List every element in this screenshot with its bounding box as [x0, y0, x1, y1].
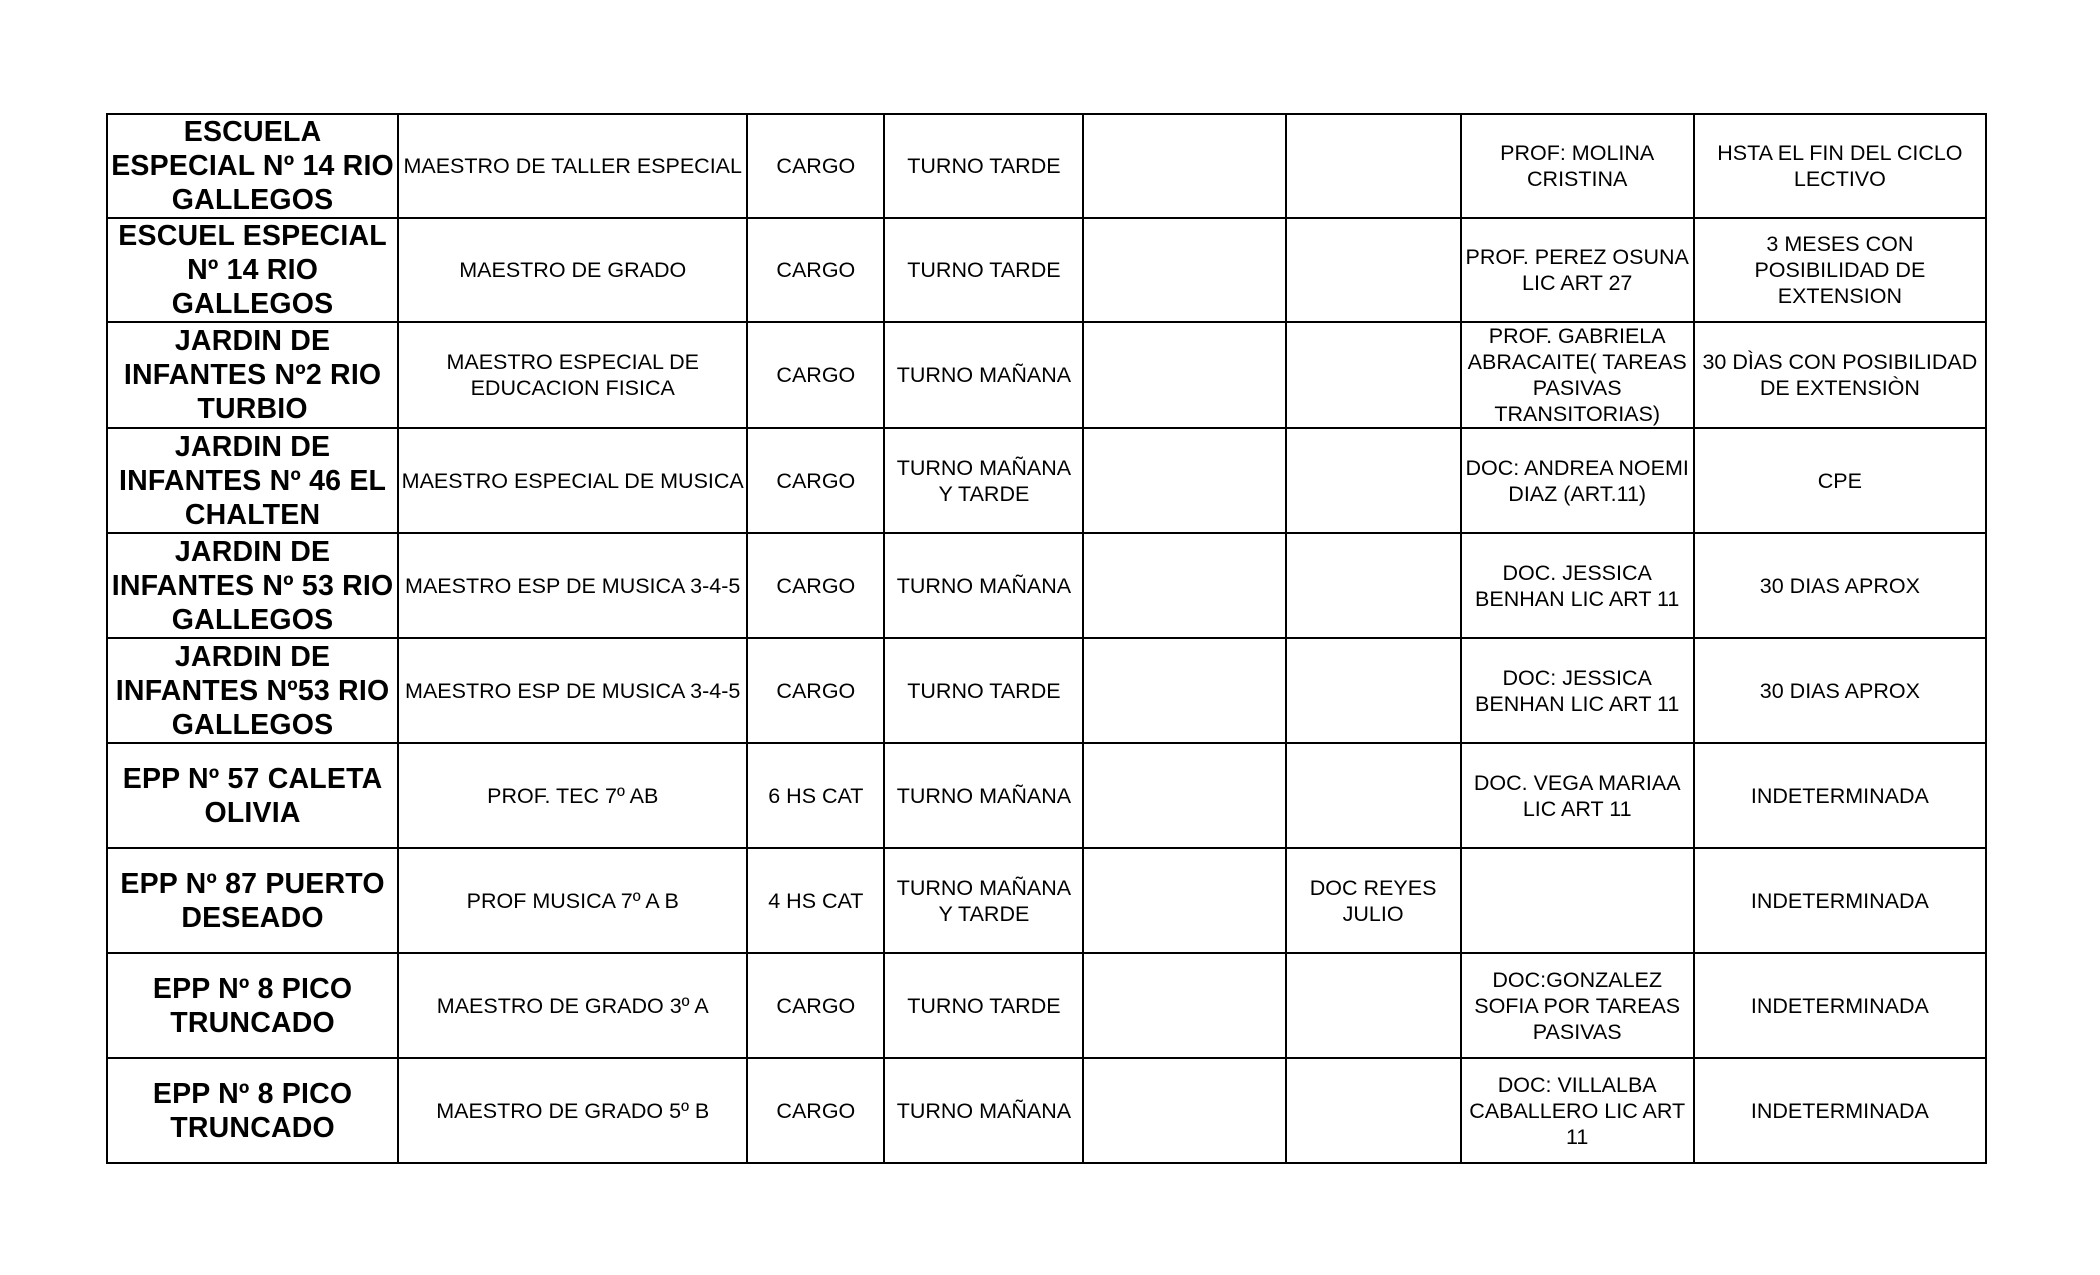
duration-cell: CPE — [1694, 428, 1986, 533]
empty-cell — [1083, 322, 1285, 428]
holder-cell: DOC REYES JULIO — [1286, 848, 1461, 953]
duration-cell: 30 DIAS APROX — [1694, 533, 1986, 638]
table-row — [107, 953, 1986, 1058]
type-cell: CARGO — [747, 638, 884, 743]
position-cell: PROF. TEC 7º AB — [398, 743, 747, 848]
table-row — [107, 114, 1986, 218]
duration-cell: INDETERMINADA — [1694, 953, 1986, 1058]
duration-cell: 30 DIAS APROX — [1694, 638, 1986, 743]
replaces-cell: DOC:GONZALEZ SOFIA POR TAREAS PASIVAS — [1461, 953, 1694, 1058]
type-cell: CARGO — [747, 218, 884, 322]
shift-cell: TURNO MAÑANA — [884, 743, 1083, 848]
replaces-cell — [1461, 848, 1694, 953]
table-row — [107, 1058, 1986, 1163]
position-cell: MAESTRO ESPECIAL DE EDUCACION FISICA — [398, 322, 747, 428]
table-row — [107, 638, 1986, 743]
empty-cell — [1083, 743, 1285, 848]
empty-cell — [1083, 218, 1285, 322]
duration-cell: 30 DÌAS CON POSIBILIDAD DE EXTENSIÒN — [1694, 322, 1986, 428]
replaces-cell: DOC: VILLALBA CABALLERO LIC ART 11 — [1461, 1058, 1694, 1163]
replaces-cell: DOC: JESSICA BENHAN LIC ART 11 — [1461, 638, 1694, 743]
position-cell: MAESTRO DE TALLER ESPECIAL — [398, 114, 747, 218]
school-cell: EPP Nº 57 CALETA OLIVIA — [107, 743, 398, 848]
holder-cell — [1286, 533, 1461, 638]
school-cell: EPP Nº 8 PICO TRUNCADO — [107, 953, 398, 1058]
type-cell: CARGO — [747, 953, 884, 1058]
table-row — [107, 218, 1986, 322]
shift-cell: TURNO MAÑANA — [884, 1058, 1083, 1163]
replaces-cell: PROF. GABRIELA ABRACAITE( TAREAS PASIVAS TRANSITORIAS) — [1461, 322, 1694, 428]
table-row — [107, 533, 1986, 638]
position-cell: MAESTRO DE GRADO 5º B — [398, 1058, 747, 1163]
table-row — [107, 428, 1986, 533]
replaces-cell: PROF: MOLINA CRISTINA — [1461, 114, 1694, 218]
type-cell: CARGO — [747, 1058, 884, 1163]
duration-cell: INDETERMINADA — [1694, 743, 1986, 848]
replaces-cell: DOC. JESSICA BENHAN LIC ART 11 — [1461, 533, 1694, 638]
shift-cell: TURNO MAÑANA Y TARDE — [884, 428, 1083, 533]
empty-cell — [1083, 848, 1285, 953]
holder-cell — [1286, 114, 1461, 218]
shift-cell: TURNO MAÑANA — [884, 533, 1083, 638]
holder-cell — [1286, 218, 1461, 322]
school-cell: JARDIN DE INFANTES Nº 53 RIO GALLEGOS — [107, 533, 398, 638]
shift-cell: TURNO MAÑANA Y TARDE — [884, 848, 1083, 953]
empty-cell — [1083, 1058, 1285, 1163]
school-cell: JARDIN DE INFANTES Nº53 RIO GALLEGOS — [107, 638, 398, 743]
school-cell: JARDIN DE INFANTES Nº 46 EL CHALTEN — [107, 428, 398, 533]
position-cell: MAESTRO ESP DE MUSICA 3-4-5 — [398, 533, 747, 638]
empty-cell — [1083, 953, 1285, 1058]
position-cell: MAESTRO DE GRADO 3º A — [398, 953, 747, 1058]
type-cell: CARGO — [747, 322, 884, 428]
type-cell: CARGO — [747, 114, 884, 218]
school-cell: ESCUEL ESPECIAL Nº 14 RIO GALLEGOS — [107, 218, 398, 322]
shift-cell: TURNO TARDE — [884, 218, 1083, 322]
position-cell: MAESTRO DE GRADO — [398, 218, 747, 322]
position-cell: MAESTRO ESPECIAL DE MUSICA — [398, 428, 747, 533]
replaces-cell: DOC. VEGA MARIAA LIC ART 11 — [1461, 743, 1694, 848]
empty-cell — [1083, 114, 1285, 218]
vacancy-table — [106, 113, 1987, 1164]
shift-cell: TURNO MAÑANA — [884, 322, 1083, 428]
duration-cell: INDETERMINADA — [1694, 1058, 1986, 1163]
duration-cell: HSTA EL FIN DEL CICLO LECTIVO — [1694, 114, 1986, 218]
empty-cell — [1083, 428, 1285, 533]
holder-cell — [1286, 322, 1461, 428]
school-cell: ESCUELA ESPECIAL Nº 14 RIO GALLEGOS — [107, 114, 398, 218]
empty-cell — [1083, 638, 1285, 743]
type-cell: 4 HS CAT — [747, 848, 884, 953]
empty-cell — [1083, 533, 1285, 638]
type-cell: CARGO — [747, 533, 884, 638]
shift-cell: TURNO TARDE — [884, 114, 1083, 218]
position-cell: MAESTRO ESP DE MUSICA 3-4-5 — [398, 638, 747, 743]
table-row — [107, 322, 1986, 428]
replaces-cell: PROF. PEREZ OSUNA LIC ART 27 — [1461, 218, 1694, 322]
school-cell: JARDIN DE INFANTES Nº2 RIO TURBIO — [107, 322, 398, 428]
type-cell: CARGO — [747, 428, 884, 533]
replaces-cell: DOC: ANDREA NOEMI DIAZ (ART.11) — [1461, 428, 1694, 533]
holder-cell — [1286, 638, 1461, 743]
type-cell: 6 HS CAT — [747, 743, 884, 848]
vacancy-sheet — [106, 113, 1987, 1164]
holder-cell — [1286, 953, 1461, 1058]
table-row — [107, 848, 1986, 953]
shift-cell: TURNO TARDE — [884, 638, 1083, 743]
shift-cell: TURNO TARDE — [884, 953, 1083, 1058]
holder-cell — [1286, 428, 1461, 533]
position-cell: PROF MUSICA 7º A B — [398, 848, 747, 953]
holder-cell — [1286, 743, 1461, 848]
table-row — [107, 743, 1986, 848]
school-cell: EPP Nº 8 PICO TRUNCADO — [107, 1058, 398, 1163]
duration-cell: INDETERMINADA — [1694, 848, 1986, 953]
duration-cell: 3 MESES CON POSIBILIDAD DE EXTENSION — [1694, 218, 1986, 322]
holder-cell — [1286, 1058, 1461, 1163]
school-cell: EPP Nº 87 PUERTO DESEADO — [107, 848, 398, 953]
